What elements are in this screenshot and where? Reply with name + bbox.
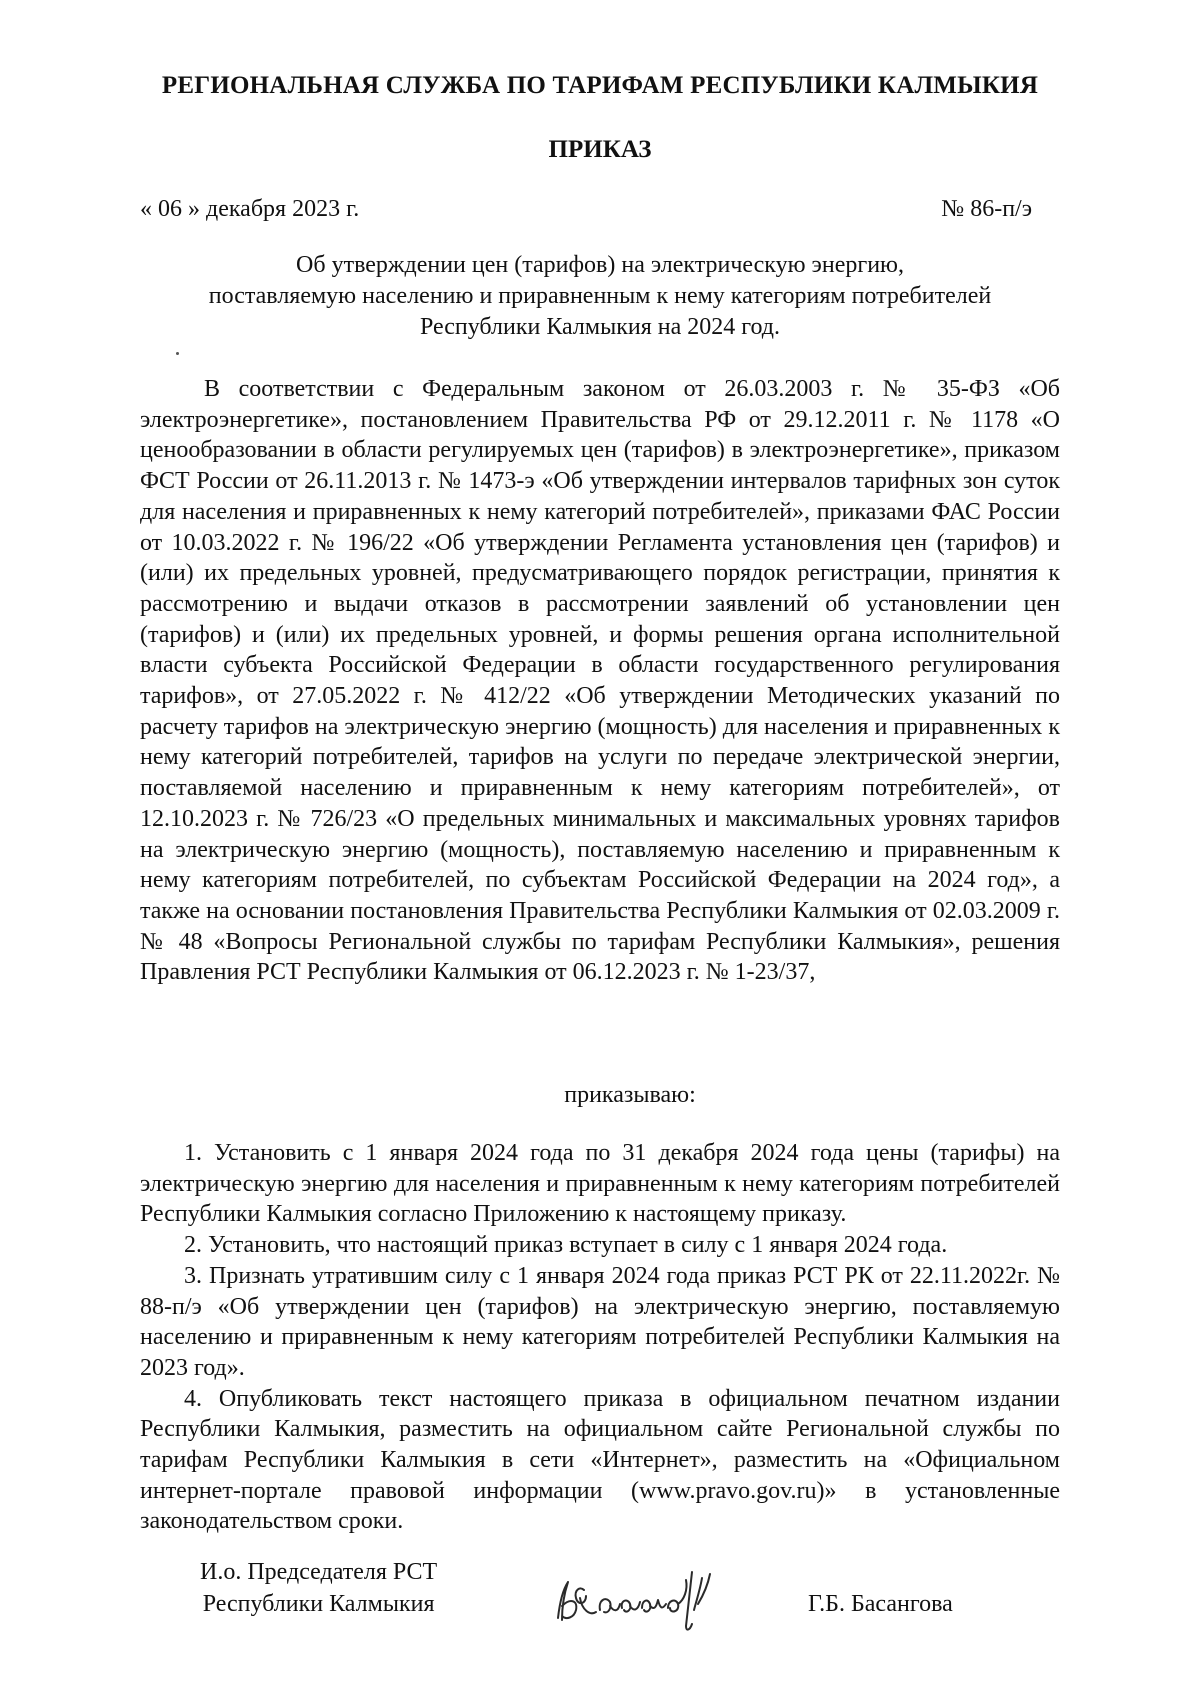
order-item: 3. Признать утратившим силу с 1 января 2024 года приказ РСТ РК от 22.11.2022г. № 88-п/э «Об утверждении цен (тарифов) на электрическую энергию, поставляемую населению и приравненным к нему категориям потребителей Республики Калмыкия на 2023 год».	[140, 1262, 1060, 1381]
signatory-name: Г.Б. Басангова	[808, 1591, 953, 1617]
order-item: 4. Опубликовать текст настоящего приказа в официальном печатном издании Республики Калмыкия, разместить на официальном сайте Региональной службы по тарифам Республики Калмыкия в сети «Интернет», разместить на «Официальном интернет-портале правовой информации (www.pravo.gov.ru)» в установленные законодательством сроки.	[140, 1385, 1060, 1535]
preamble-paragraph: В соответствии с Федеральным законом от 26.03.2003 г. № 35-ФЗ «Об электроэнергетике», постановлением Правительства РФ от 29.12.2011 г. № 1178 «О ценообразовании в области регулируемых цен (тарифов) в электроэнергетике», приказом ФСТ России от 26.11.2013 г. № 1473-э «Об утверждении интервалов тарифных зон суток для населения и приравненных к нему категорий потребителей», приказами ФАС России от 10.03.2022 г. № 196/22 «Об утверждении Регламента установления цен (тарифов) и (или) их предельных уровней, предусматривающего порядок регистрации, принятия к рассмотрению и выдачи отказов в рассмотрении заявлений об установлении цен (тарифов) и (или) их предельных уровней, и формы решения органа исполнительной власти субъекта Российской Федерации в области государственного регулирования тарифов», от 27.05.2022 г. № 412/22 «Об утверждении Методических указаний по расчету тарифов на электрическую энергию (мощность) для населения и приравненных к нему категорий потребителей, тарифов на услуги по передаче электрической энергии, поставляемой населению и приравненным к нему категориям потребителей», от 12.10.2023 г. № 726/23 «О предельных минимальных и максимальных уровнях тарифов на электрическую энергию (мощность), поставляемую населению и приравненным к нему категориям потребителей, по субъектам Российской Федерации на 2024 год», а также на основании постановления Правительства Республики Калмыкия от 02.03.2009 г. № 48 «Вопросы Региональной службы по тарифам Республики Калмыкия», решения Правления РСТ Республики Калмыкия от 06.12.2023 г. № 1-23/37,	[140, 376, 1060, 986]
order-item: 2. Установить, что настоящий приказ вступает в силу с 1 января 2024 года.	[184, 1232, 948, 1259]
subject-line: Об утверждении цен (тарифов) на электрическую энергию,	[296, 252, 904, 278]
document-type: ПРИКАЗ	[548, 136, 652, 163]
handwritten-signature	[550, 1560, 740, 1640]
document-subject	[140, 250, 1060, 343]
order-items	[140, 1138, 1060, 1537]
subject-line: поставляемую населению и приравненным к нему категориям потребителей	[208, 283, 992, 309]
organization-name: РЕГИОНАЛЬНАЯ СЛУЖБА ПО ТАРИФАМ РЕСПУБЛИКИ КАЛМЫКИЯ	[161, 72, 1039, 99]
document-date: « 06 » декабря 2023 г.	[140, 196, 360, 222]
scan-speck	[176, 352, 179, 355]
order-item: 1. Установить с 1 января 2024 года по 31 декабря 2024 года цены (тарифы) на электрическую энергию для населения и приравненным к нему категориям потребителей Республики Калмыкия согласно Приложению к настоящему приказу.	[140, 1140, 1060, 1228]
document-number: № 86-п/э	[941, 196, 1032, 222]
subject-line: Республики Калмыкия на 2024 год.	[419, 314, 781, 340]
order-word: приказываю:	[564, 1082, 696, 1108]
signatory-title-line: И.о. Председателя РСТ	[200, 1559, 438, 1585]
signatory-title	[200, 1556, 437, 1620]
signatory-title-line: Республики Калмыкия	[202, 1591, 435, 1617]
